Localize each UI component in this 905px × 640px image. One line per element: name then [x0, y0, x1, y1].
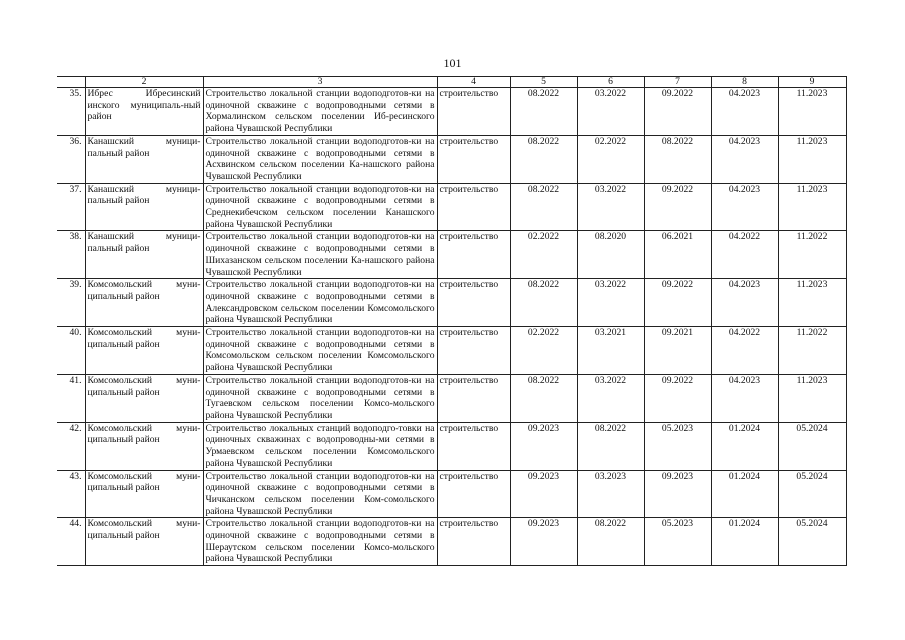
date-cell-8: 04.2022 — [711, 327, 778, 375]
date-cell-7: 05.2023 — [644, 518, 711, 566]
date-cell-6: 03.2022 — [577, 88, 644, 136]
date-cell-5: 09.2023 — [510, 470, 577, 518]
date-cell-8: 04.2023 — [711, 88, 778, 136]
date-cell-6: 08.2022 — [577, 518, 644, 566]
date-cell-5: 08.2022 — [510, 135, 577, 183]
column-header-2: 2 — [85, 77, 203, 88]
table-row — [57, 374, 846, 422]
date-cell-9: 11.2023 — [778, 279, 846, 327]
work-type-cell: строительство — [437, 470, 510, 518]
row-number: 37. — [57, 183, 85, 231]
date-cell-9: 11.2023 — [778, 135, 846, 183]
table-row — [57, 422, 846, 470]
projects-table — [57, 76, 847, 566]
work-type-cell: строительство — [437, 327, 510, 375]
date-cell-9: 11.2023 — [778, 374, 846, 422]
row-number: 40. — [57, 327, 85, 375]
column-header-3: 3 — [203, 77, 437, 88]
date-cell-5: 09.2023 — [510, 518, 577, 566]
district-cell: Комсомольский муни-ципальный район — [85, 374, 203, 422]
column-header-8: 8 — [711, 77, 778, 88]
table-row — [57, 231, 846, 279]
date-cell-6: 08.2020 — [577, 231, 644, 279]
date-cell-7: 05.2023 — [644, 422, 711, 470]
district-cell: Канашский муници-пальный район — [85, 183, 203, 231]
description-cell: Строительство локальной станции водоподготов-ки на одиночной скважине с водопроводными сетями в Тугаевском сельском поселении Комсо-мольского района Чувашской Республики — [203, 374, 437, 422]
row-number: 41. — [57, 374, 85, 422]
work-type-cell: строительство — [437, 183, 510, 231]
district-cell: Канашский муници-пальный район — [85, 231, 203, 279]
district-cell: Ибрес Ибресинский инского муниципаль-ный район — [85, 88, 203, 136]
date-cell-7: 09.2021 — [644, 327, 711, 375]
date-cell-5: 02.2022 — [510, 327, 577, 375]
date-cell-6: 08.2022 — [577, 422, 644, 470]
date-cell-8: 01.2024 — [711, 518, 778, 566]
date-cell-8: 04.2022 — [711, 231, 778, 279]
column-header-4: 4 — [437, 77, 510, 88]
date-cell-7: 09.2022 — [644, 183, 711, 231]
description-cell: Строительство локальной станции водоподготов-ки на одиночной скважине с водопроводными сетями в Среднекибечском сельском поселении Канашского района Чувашской Республики — [203, 183, 437, 231]
district-cell: Комсомольский муни-ципальный район — [85, 470, 203, 518]
date-cell-7: 09.2022 — [644, 279, 711, 327]
district-cell: Комсомольский муни-ципальный район — [85, 518, 203, 566]
row-number: 38. — [57, 231, 85, 279]
date-cell-8: 04.2023 — [711, 374, 778, 422]
table-row — [57, 518, 846, 566]
description-cell: Строительство локальной станции водоподготов-ки на одиночной скважине с водопроводными сетями в Асхвинском сельском поселении Ка-нашского района Чувашской Республики — [203, 135, 437, 183]
column-header-9: 9 — [778, 77, 846, 88]
description-cell: Строительство локальной станции водоподготов-ки на одиночной скважине с водопроводными сетями в Шихазанском сельском поселении Ка-нашского района Чувашской Республики — [203, 231, 437, 279]
column-header-6: 6 — [577, 77, 644, 88]
date-cell-6: 03.2021 — [577, 327, 644, 375]
date-cell-5: 02.2022 — [510, 231, 577, 279]
date-cell-9: 11.2023 — [778, 183, 846, 231]
date-cell-9: 05.2024 — [778, 422, 846, 470]
table-row — [57, 279, 846, 327]
column-header-5: 5 — [510, 77, 577, 88]
date-cell-8: 04.2023 — [711, 183, 778, 231]
date-cell-7: 08.2022 — [644, 135, 711, 183]
work-type-cell: строительство — [437, 374, 510, 422]
description-cell: Строительство локальной станции водоподготов-ки на одиночной скважине с водопроводными сетями в Чичканском сельском поселении Ком-сомольского района Чувашской Республики — [203, 470, 437, 518]
row-number: 42. — [57, 422, 85, 470]
date-cell-7: 06.2021 — [644, 231, 711, 279]
table-row — [57, 470, 846, 518]
description-cell: Строительство локальной станции водоподготов-ки на одиночной скважине с водопроводными сетями в Александровском сельском поселении Комсомольского района Чувашской Республики — [203, 279, 437, 327]
district-cell: Канашский муници-пальный район — [85, 135, 203, 183]
row-number: 36. — [57, 135, 85, 183]
date-cell-9: 05.2024 — [778, 470, 846, 518]
date-cell-6: 02.2022 — [577, 135, 644, 183]
table-row — [57, 327, 846, 375]
district-cell: Комсомольский муни-ципальный район — [85, 422, 203, 470]
row-number: 43. — [57, 470, 85, 518]
date-cell-6: 03.2022 — [577, 279, 644, 327]
work-type-cell: строительство — [437, 88, 510, 136]
district-cell: Комсомольский муни-ципальный район — [85, 327, 203, 375]
district-cell: Комсомольский муни-ципальный район — [85, 279, 203, 327]
date-cell-6: 03.2022 — [577, 374, 644, 422]
date-cell-8: 01.2024 — [711, 422, 778, 470]
date-cell-5: 08.2022 — [510, 279, 577, 327]
date-cell-5: 08.2022 — [510, 374, 577, 422]
date-cell-7: 09.2022 — [644, 374, 711, 422]
date-cell-9: 05.2024 — [778, 518, 846, 566]
column-header-1 — [57, 77, 85, 88]
table-row — [57, 88, 846, 136]
row-number: 39. — [57, 279, 85, 327]
date-cell-6: 03.2023 — [577, 470, 644, 518]
description-cell: Строительство локальной станции водоподготов-ки на одиночной скважине с водопроводными сетями в Комсомольском сельском поселении Комсомольского района Чувашской Республики — [203, 327, 437, 375]
table-row — [57, 135, 846, 183]
date-cell-9: 11.2023 — [778, 88, 846, 136]
work-type-cell: строительство — [437, 518, 510, 566]
table-row — [57, 183, 846, 231]
date-cell-8: 01.2024 — [711, 470, 778, 518]
date-cell-5: 09.2023 — [510, 422, 577, 470]
description-cell: Строительство локальной станции водоподготов-ки на одиночной скважине с водопроводными сетями в Хормалинском сельском поселении Иб-ресинского района Чувашской Республики — [203, 88, 437, 136]
date-cell-7: 09.2022 — [644, 88, 711, 136]
header-row — [57, 77, 846, 88]
date-cell-9: 11.2022 — [778, 327, 846, 375]
description-cell: Строительство локальной станции водоподготов-ки на одиночной скважине с водопроводными сетями в Шераутском сельском поселении Комсо-мольского района Чувашской Республики — [203, 518, 437, 566]
row-number: 35. — [57, 88, 85, 136]
column-header-7: 7 — [644, 77, 711, 88]
date-cell-5: 08.2022 — [510, 88, 577, 136]
description-cell: Строительство локальных станций водоподго-товки на одиночных скважинах с водопроводны-ми сетями в Урмаевском сельском поселении Комсомольского района Чувашской Республики — [203, 422, 437, 470]
date-cell-8: 04.2023 — [711, 135, 778, 183]
date-cell-8: 04.2023 — [711, 279, 778, 327]
date-cell-5: 08.2022 — [510, 183, 577, 231]
work-type-cell: строительство — [437, 135, 510, 183]
date-cell-7: 09.2023 — [644, 470, 711, 518]
work-type-cell: строительство — [437, 279, 510, 327]
row-number: 44. — [57, 518, 85, 566]
page-number: 101 — [443, 56, 462, 70]
work-type-cell: строительство — [437, 231, 510, 279]
work-type-cell: строительство — [437, 422, 510, 470]
date-cell-6: 03.2022 — [577, 183, 644, 231]
date-cell-9: 11.2022 — [778, 231, 846, 279]
